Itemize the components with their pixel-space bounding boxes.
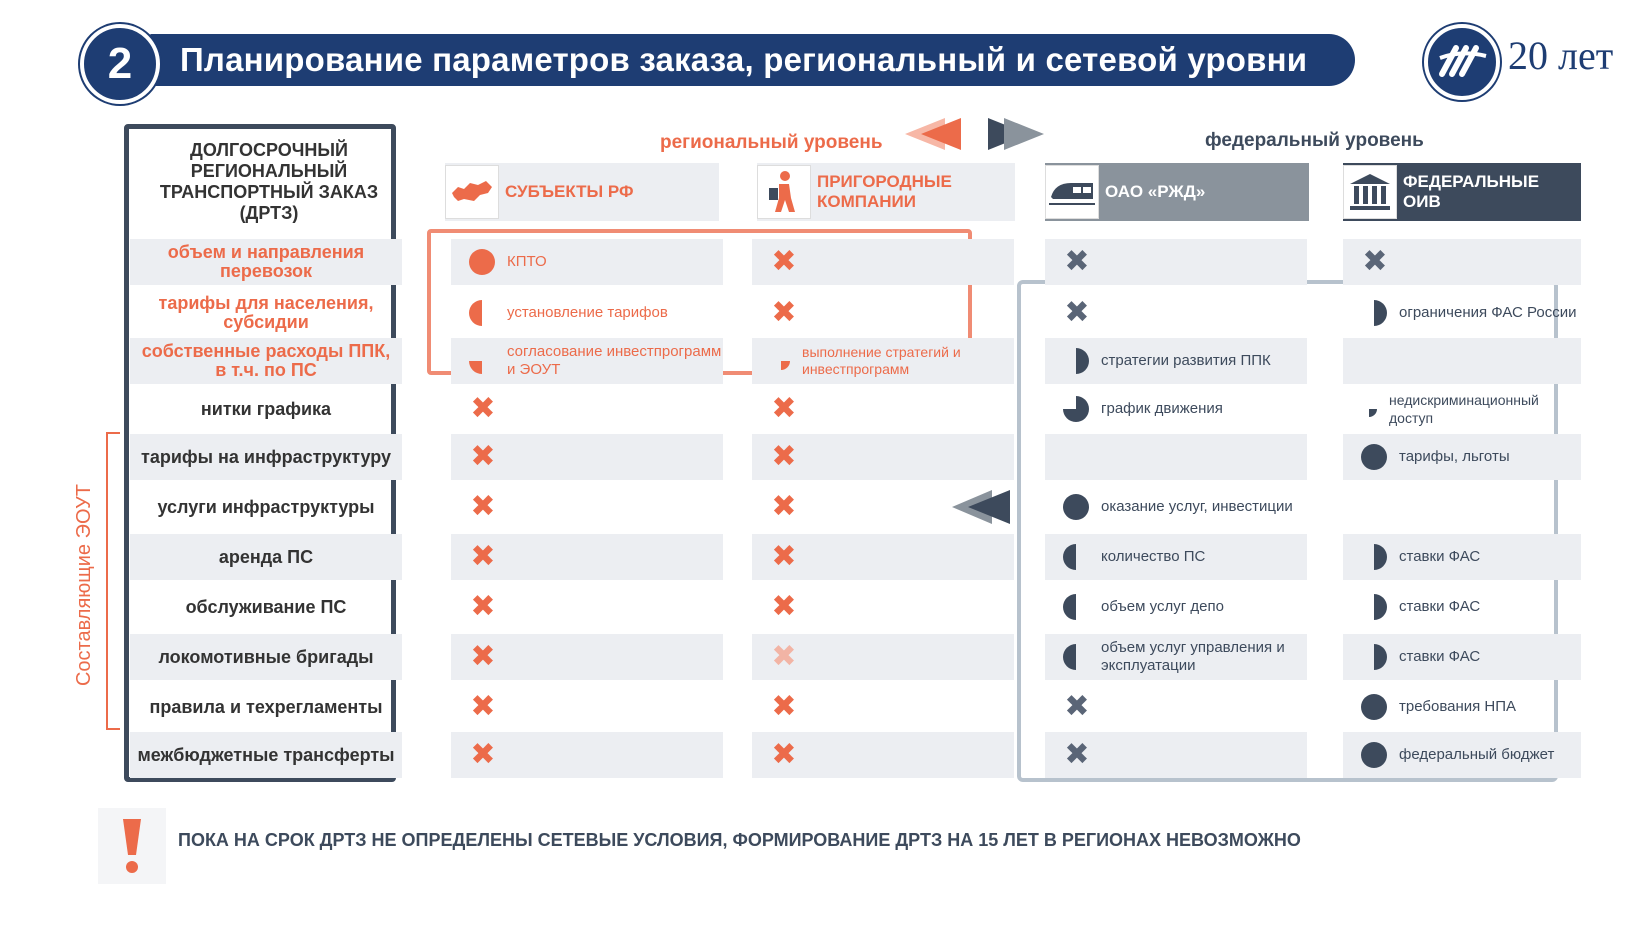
cell-suburban-r8 [752,634,1014,680]
half-circle-icon [1063,544,1089,570]
cell-federal-r3: недискриминационный доступ [1343,386,1581,432]
row-label-locomotive-crews: локомотивные бригады [130,634,402,680]
section-number-badge: 2 [80,24,160,104]
cell-suburban-r3 [752,386,1014,432]
half-circle-icon [1361,544,1387,570]
quarter-circle-icon [1361,401,1377,417]
cell-subjects-r2: согласование инвестпрограмм и ЭОУТ [451,338,723,384]
quarter-circle-icon [469,348,495,374]
drtz-title: ДОЛГОСРОЧНЫЙ РЕГИОНАЛЬНЫЙ ТРАНСПОРТНЫЙ ЗАКАЗ (ДРТЗ) [159,140,379,223]
cell-subjects-r3 [451,386,723,432]
eout-side-label: Составляющие ЭОУТ [73,484,95,687]
cell-federal-r5 [1343,484,1581,530]
cell-subjects-r4 [451,434,723,480]
cross-icon: ✖ [771,245,797,278]
quarter-circle-icon [772,352,790,370]
cross-icon: ✖ [470,392,496,425]
cell-suburban-r7 [752,584,1014,630]
anniversary-label: 20 лет [1508,33,1614,78]
row-label-interbudget-transfers: межбюджетные трансферты [130,732,402,778]
cross-icon: ✖ [771,640,797,673]
cross-icon: ✖ [771,440,797,473]
arrow-left-icon [905,118,961,150]
row-label-rolling-stock-service: обслуживание ПС [185,596,347,617]
cross-icon: ✖ [1064,690,1090,723]
rzd-logo-icon [1424,24,1500,100]
row-label-own-costs: собственные расходы ППК, в т.ч. по ПС [130,338,402,384]
cell-federal-r0 [1343,239,1581,285]
cross-icon: ✖ [1064,738,1090,771]
eout-bracket [106,432,120,730]
cell-rzd-r8: объем услуг управления и эксплуатации [1045,634,1307,680]
row-label-schedule-threads: нитки графика [200,398,332,419]
cross-icon: ✖ [470,690,496,723]
three-quarter-circle-icon [1063,396,1089,422]
exclamation-icon [117,817,147,875]
cell-federal-r8: ставки ФАС [1343,634,1581,680]
cell-rzd-r2: стратегии развития ППК [1045,338,1307,384]
russia-map-icon [445,165,499,219]
cross-icon: ✖ [771,738,797,771]
row-label-infrastructure-tariffs: тарифы на инфраструктуру [130,434,402,480]
cross-icon: ✖ [470,440,496,473]
cell-federal-r6: ставки ФАС [1343,534,1581,580]
cross-icon: ✖ [771,590,797,623]
cross-icon: ✖ [470,540,496,573]
arrow-left-icon [952,490,1010,524]
cell-suburban-r4 [752,434,1014,480]
cell-subjects-r7 [451,584,723,630]
cross-icon: ✖ [771,392,797,425]
cell-rzd-r6: количество ПС [1045,534,1307,580]
half-circle-icon [1361,594,1387,620]
regional-level-label: региональный уровень [660,132,883,153]
row-label-regulations: правила и техрегламенты [149,696,383,717]
column-header-suburban: ПРИГОРОДНЫЕ КОМПАНИИ [757,163,1015,221]
cell-subjects-r0: КПТО [451,239,723,285]
full-circle-icon [1361,742,1387,768]
cross-icon: ✖ [470,738,496,771]
cell-rzd-r3: график движения [1045,386,1307,432]
cell-rzd-r7: объем услуг депо [1045,584,1307,630]
cross-icon: ✖ [771,490,797,523]
cell-rzd-r1 [1045,290,1307,336]
row-label-tariffs-population: тарифы для населения, субсидии [158,293,374,332]
cross-icon: ✖ [1362,245,1388,278]
cell-federal-r9: требования НПА [1343,684,1581,730]
federal-level-label: федеральный уровень [1205,130,1424,151]
column-header-rzd: ОАО «РЖД» [1045,163,1309,221]
cross-icon: ✖ [1064,296,1090,329]
row-label-rolling-stock-lease: аренда ПС [130,534,402,580]
half-circle-icon [1361,300,1387,326]
full-circle-icon [1361,444,1387,470]
cell-rzd-r10 [1045,732,1307,778]
column-header-federal: ФЕДЕРАЛЬНЫЕ ОИВ [1343,163,1581,221]
cell-federal-r2 [1343,338,1581,384]
government-building-icon [1343,165,1397,219]
cell-subjects-r1: установление тарифов [451,290,723,336]
cross-icon: ✖ [470,640,496,673]
half-circle-icon [1361,644,1387,670]
cell-rzd-r9 [1045,684,1307,730]
cell-subjects-r10 [451,732,723,778]
train-icon [1045,165,1099,219]
cross-icon: ✖ [771,296,797,329]
cross-icon: ✖ [771,540,797,573]
cell-federal-r1: ограничения ФАС России [1343,290,1581,336]
traveler-icon [757,165,811,219]
full-circle-icon [1361,694,1387,720]
cell-suburban-r6 [752,534,1014,580]
cell-rzd-r5: оказание услуг, инвестиции [1045,484,1307,530]
column-header-subjects: СУБЪЕКТЫ РФ [445,163,719,221]
cross-icon: ✖ [470,590,496,623]
cell-subjects-r6 [451,534,723,580]
cross-icon: ✖ [1064,245,1090,278]
row-label-infrastructure-services: услуги инфраструктуры [157,496,375,517]
cell-federal-r4: тарифы, льготы [1343,434,1581,480]
half-circle-icon [1063,348,1089,374]
arrow-right-icon [988,118,1044,150]
row-label-volume: объем и направления перевозок [130,239,402,285]
cell-suburban-r2: выполнение стратегий и инвестпрограмм [752,338,1014,384]
cross-icon: ✖ [470,490,496,523]
warning-text: ПОКА НА СРОК ДРТЗ НЕ ОПРЕДЕЛЕНЫ СЕТЕВЫЕ УСЛОВИЯ, ФОРМИРОВАНИЕ ДРТЗ НА 15 ЛЕТ В РЕГИОНАХ НЕВОЗМОЖНО [178,830,1301,850]
warning-box [98,808,166,884]
full-circle-icon [469,249,495,275]
cell-subjects-r5 [451,484,723,530]
full-circle-icon [1063,494,1089,520]
cell-subjects-r9 [451,684,723,730]
half-circle-icon [469,300,495,326]
half-circle-icon [1063,644,1089,670]
cell-suburban-r1 [752,290,1014,336]
page-title: Планирование параметров заказа, региональный и сетевой уровни [180,41,1308,78]
cell-suburban-r0 [752,239,1014,285]
cell-subjects-r8 [451,634,723,680]
cross-icon: ✖ [771,690,797,723]
cell-federal-r10: федеральный бюджет [1343,732,1581,778]
half-circle-icon [1063,594,1089,620]
cell-suburban-r10 [752,732,1014,778]
cell-rzd-r0 [1045,239,1307,285]
cell-rzd-r4 [1045,434,1307,480]
cell-federal-r7: ставки ФАС [1343,584,1581,630]
cell-suburban-r9 [752,684,1014,730]
